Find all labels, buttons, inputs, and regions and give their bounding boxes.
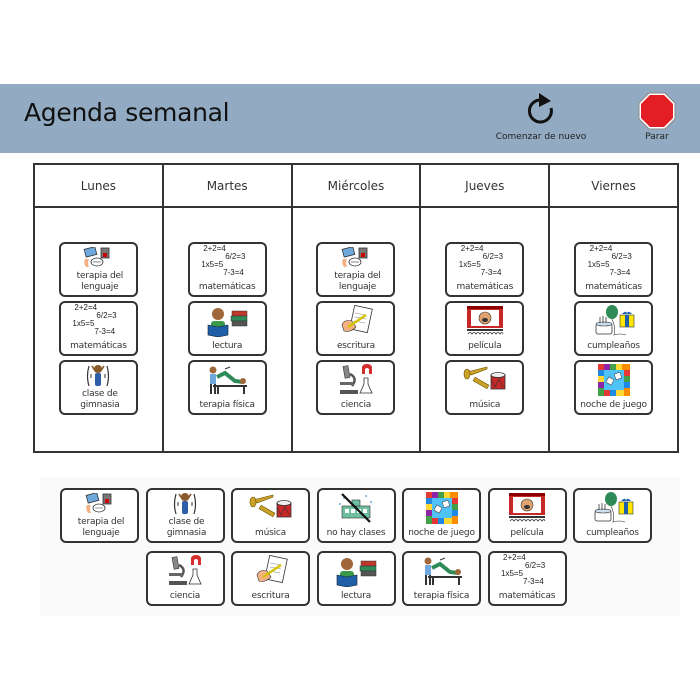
activity-card-music[interactable] — [231, 488, 310, 543]
app-header — [0, 84, 700, 153]
day-cards — [35, 242, 162, 415]
card-picture — [61, 365, 136, 387]
card-label: película — [510, 528, 544, 538]
card-label: música — [469, 400, 501, 410]
day-cards — [421, 242, 548, 415]
activity-card-gym-class[interactable] — [59, 360, 138, 415]
day-column-viernes — [550, 165, 677, 451]
writing-icon — [338, 305, 374, 337]
activity-card-writing[interactable] — [231, 551, 310, 606]
day-header: Jueves — [421, 165, 548, 208]
gym-class-icon — [85, 362, 111, 390]
day-column-miércoles — [293, 165, 422, 451]
movie-icon — [507, 492, 547, 524]
activity-card-reading[interactable] — [188, 301, 267, 356]
card-label: terapia física — [413, 591, 470, 601]
card-label: matemáticas — [498, 591, 556, 601]
card-label: música — [255, 528, 286, 538]
card-picture — [190, 364, 265, 396]
music-icon — [463, 365, 507, 395]
card-picture — [575, 492, 650, 524]
card-label: terapia del lenguaje — [334, 271, 381, 292]
card-picture — [404, 555, 479, 587]
math-icon: 2+2=4 6/2=3 1x5=5 7-3=4 — [501, 553, 546, 586]
day-column-martes — [164, 165, 293, 451]
card-label: escritura — [251, 591, 290, 601]
reading-icon — [205, 305, 249, 337]
day-header: Martes — [164, 165, 291, 208]
no-school-icon — [336, 492, 376, 524]
card-picture — [576, 364, 651, 396]
card-label: terapia física — [199, 400, 255, 410]
card-picture — [318, 364, 393, 396]
card-label: matemáticas — [70, 341, 127, 351]
science-icon — [336, 364, 376, 396]
activity-card-reading[interactable] — [317, 551, 396, 606]
science-icon — [165, 555, 205, 587]
activity-card-birthday[interactable] — [573, 488, 652, 543]
activity-card-no-school[interactable] — [317, 488, 396, 543]
card-label: terapia del lenguaje — [76, 271, 124, 292]
card-picture — [319, 492, 394, 524]
birthday-icon — [591, 492, 635, 524]
card-picture — [148, 555, 223, 587]
activity-card-writing[interactable] — [316, 301, 395, 356]
activity-card-speech-therapy[interactable] — [59, 242, 138, 297]
card-label: clase de gimnasia — [166, 517, 207, 538]
day-cards — [550, 242, 677, 415]
math-icon: 2+2=4 6/2=3 1x5=5 7-3=4 — [458, 244, 504, 277]
card-picture — [62, 493, 137, 515]
reading-icon — [334, 555, 378, 587]
stop-button[interactable] — [632, 92, 682, 148]
card-picture — [190, 305, 265, 337]
game-night-icon — [425, 491, 459, 525]
activity-card-math[interactable] — [488, 551, 567, 606]
activity-card-physical-therapy[interactable] — [188, 360, 267, 415]
day-header: Lunes — [35, 165, 162, 208]
weekly-schedule-grid — [33, 163, 679, 453]
speech-therapy-icon — [83, 493, 117, 515]
card-label: terapia del lenguaje — [77, 517, 125, 538]
card-label: clase de gimnasia — [80, 389, 120, 410]
card-picture — [447, 305, 522, 337]
day-header: Miércoles — [293, 165, 420, 208]
card-label: película — [468, 341, 502, 351]
card-picture — [576, 246, 651, 278]
card-label: escritura — [336, 341, 375, 351]
activity-card-music[interactable] — [445, 360, 524, 415]
activity-card-math[interactable] — [188, 242, 267, 297]
card-label: noche de juego — [408, 528, 475, 538]
restart-arrow-icon — [525, 92, 557, 130]
card-picture — [318, 305, 393, 337]
activity-card-speech-therapy[interactable] — [316, 242, 395, 297]
physical-therapy-icon — [420, 556, 464, 586]
day-column-lunes — [35, 165, 164, 451]
movie-icon — [465, 305, 505, 337]
card-picture — [233, 492, 308, 524]
math-icon: 2+2=4 6/2=3 1x5=5 7-3=4 — [201, 244, 246, 277]
activity-card-gym-class[interactable] — [146, 488, 225, 543]
card-label: matemáticas — [456, 282, 514, 292]
day-column-jueves — [421, 165, 550, 451]
card-label: lectura — [212, 341, 243, 351]
math-icon: 2+2=4 6/2=3 1x5=5 7-3=4 — [72, 303, 117, 336]
day-cards — [164, 242, 291, 415]
card-label: noche de juego — [580, 400, 647, 410]
card-picture — [190, 246, 265, 278]
stop-sign-icon — [638, 92, 676, 130]
day-cards — [293, 242, 420, 415]
activity-card-game-night[interactable] — [574, 360, 653, 415]
card-label: ciencia — [169, 591, 201, 601]
gym-class-icon — [172, 490, 198, 518]
game-night-icon — [597, 363, 631, 397]
card-picture — [61, 247, 136, 269]
music-icon — [249, 493, 293, 523]
stop-label: Parar — [645, 132, 669, 142]
activity-card-math[interactable] — [445, 242, 524, 297]
card-picture — [447, 246, 522, 278]
card-picture — [490, 555, 565, 587]
activity-card-math[interactable] — [574, 242, 653, 297]
physical-therapy-icon — [205, 365, 249, 395]
activity-card-movie[interactable] — [445, 301, 524, 356]
card-picture — [318, 247, 393, 269]
card-label: no hay clases — [326, 528, 386, 538]
card-label: cumpleaños — [586, 528, 639, 538]
card-label: ciencia — [340, 400, 372, 410]
activity-card-math[interactable] — [59, 301, 138, 356]
card-label: lectura — [340, 591, 372, 601]
activity-card-science[interactable] — [146, 551, 225, 606]
activity-tray — [40, 477, 680, 616]
card-picture — [576, 305, 651, 337]
activity-card-speech-therapy[interactable] — [60, 488, 139, 543]
card-picture — [404, 492, 479, 524]
writing-icon — [253, 555, 289, 587]
activity-card-birthday[interactable] — [574, 301, 653, 356]
card-picture — [148, 493, 223, 515]
card-picture — [319, 555, 394, 587]
birthday-icon — [592, 305, 636, 337]
activity-card-game-night[interactable] — [402, 488, 481, 543]
activity-card-physical-therapy[interactable] — [402, 551, 481, 606]
card-label: matemáticas — [585, 282, 642, 292]
activity-card-movie[interactable] — [488, 488, 567, 543]
restart-label: Comenzar de nuevo — [495, 132, 587, 142]
card-picture — [61, 305, 136, 337]
card-picture — [233, 555, 308, 587]
speech-therapy-icon — [81, 247, 115, 269]
speech-therapy-icon — [339, 247, 373, 269]
activity-card-science[interactable] — [316, 360, 395, 415]
math-icon: 2+2=4 6/2=3 1x5=5 7-3=4 — [587, 244, 632, 277]
page-title: Agenda semanal — [24, 98, 230, 127]
restart-button[interactable] — [494, 92, 588, 148]
card-picture — [447, 364, 522, 396]
card-picture — [490, 492, 565, 524]
card-label: cumpleaños — [587, 341, 640, 351]
card-label: matemáticas — [198, 282, 256, 292]
day-header: Viernes — [550, 165, 677, 208]
